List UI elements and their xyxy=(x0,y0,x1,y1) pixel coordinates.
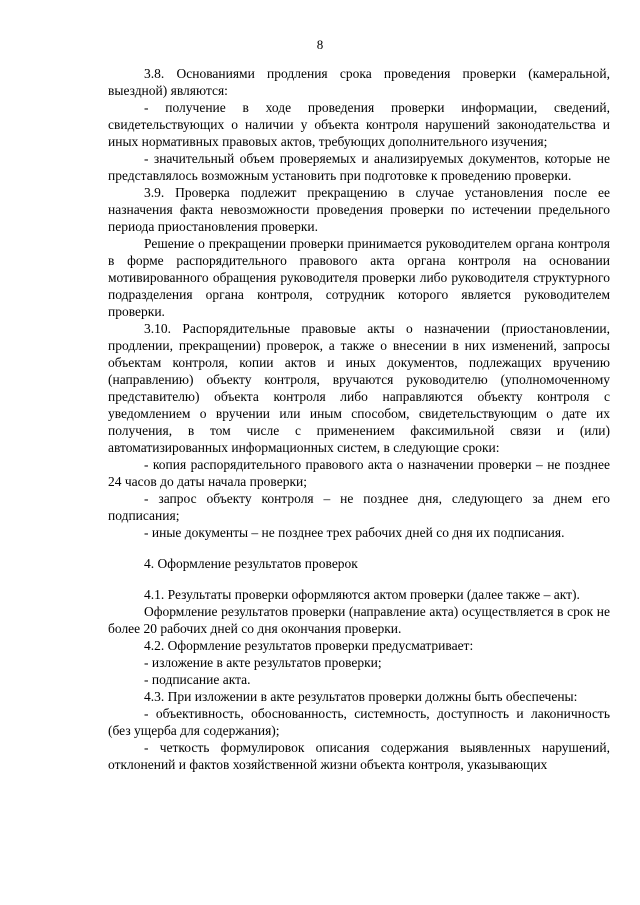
paragraph-3-8: 3.8. Основаниями продления срока проведения проверки (камеральной, выездной) являются: xyxy=(108,66,610,98)
paragraph-4-2: 4.2. Оформление результатов проверки предусматривает: xyxy=(144,638,474,653)
list-item: - объективность, обоснованность, системность, доступность и лаконичность (без ущерба для содержания); xyxy=(108,706,610,738)
list-item: - запрос объекту контроля – не позднее дня, следующего за днем его подписания; xyxy=(108,491,610,523)
list-item: - подписание акта. xyxy=(144,672,251,687)
list-item: - значительный объем проверяемых и анализируемых документов, которые не представлялось возможным установить при подготовке к проведению проверки. xyxy=(108,151,610,183)
paragraph-4-1: 4.1. Результаты проверки оформляются актом проверки (далее также – акт). xyxy=(144,587,580,602)
section-spacer xyxy=(108,541,610,555)
list-item: - четкость формулировок описания содержания выявленных нарушений, отклонений и фактов хозяйственной жизни объекта контроля, указывающих xyxy=(108,740,610,772)
section-spacer xyxy=(108,572,610,586)
paragraph-3-9: 3.9. Проверка подлежит прекращению в случае установления после ее назначения факта невозможности проведения проверки по истечении предельного периода приостановления проверки. xyxy=(108,185,610,234)
list-item: - копия распорядительного правового акта о назначении проверки – не позднее 24 часов до даты начала проверки; xyxy=(108,457,610,489)
paragraph-3-10: 3.10. Распорядительные правовые акты о назначении (приостановлении, продлении, прекращении) проверок, а также о внесении в них изменений, запросы объектам контроля, копии актов и иных документов, подлежащих вручению (направлению) объекту контроля, вручаются руководителю (уполномоченному представителю) объекта контроля либо направляются объекту контроля с уведомлением о вручении или иным способом, свидетельствующим о дате их получения, в том числе с применением факсимильной связи и (или) автоматизированных информационных систем, в следующие сроки: xyxy=(108,321,610,455)
list-item: - получение в ходе проведения проверки информации, сведений, свидетельствующих о наличии у объекта контроля нарушений законодательства и иных нормативных правовых актов, требующих дополнительного изучения; xyxy=(108,100,610,149)
list-item: - изложение в акте результатов проверки; xyxy=(144,655,382,670)
section-heading-4: 4. Оформление результатов проверок xyxy=(144,556,358,571)
paragraph-results-deadline: Оформление результатов проверки (направление акта) осуществляется в срок не более 20 рабочих дней со дня окончания проверки. xyxy=(108,604,610,636)
page-number: 8 xyxy=(316,37,324,52)
list-item: - иные документы – не позднее трех рабочих дней со дня их подписания. xyxy=(144,525,565,540)
document-body xyxy=(108,65,610,773)
paragraph-termination-decision: Решение о прекращении проверки принимается руководителем органа контроля в форме распорядительного правового акта органа контроля на основании мотивированного обращения руководителя проверки либо руководителя структурного подразделения органа контроля, сотрудник которого является руководителем проверки. xyxy=(108,236,610,319)
paragraph-4-3: 4.3. При изложении в акте результатов проверки должны быть обеспечены: xyxy=(144,689,578,704)
